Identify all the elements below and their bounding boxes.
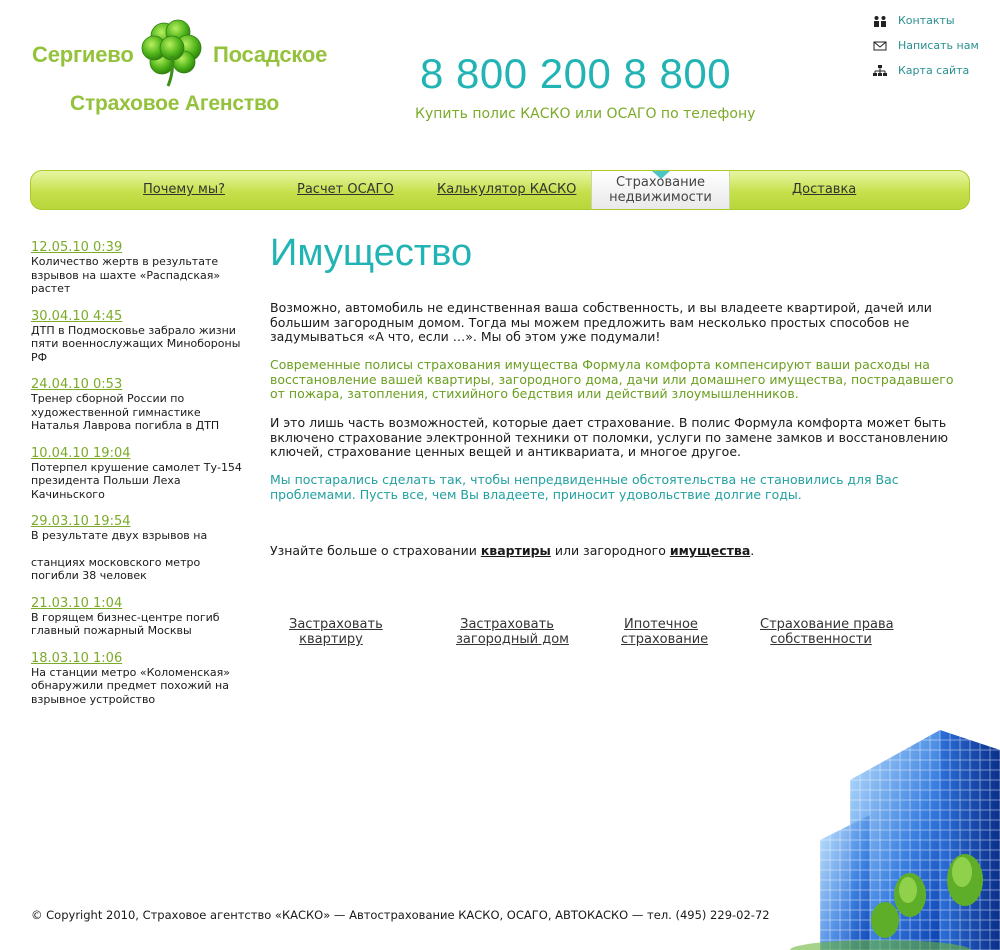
insure-country-house-link[interactable] [456, 617, 569, 647]
news-item [31, 240, 251, 296]
link-line2: загородный дом [456, 632, 569, 647]
news-date-link[interactable]: 21.03.10 1:04 [31, 595, 123, 611]
logo-word-sergievo: Сергиево [32, 42, 134, 67]
news-text: Тренер сборной России по художественной гимнастике Наталья Лаврова погибла в ДТП [31, 392, 220, 432]
news-text: На станции метро «Коломенская» обнаружили предмет похожий на взрывное устройство [31, 665, 230, 706]
clover-icon [138, 16, 210, 88]
contacts-link[interactable] [873, 8, 979, 33]
news-text: Количество жертв в результате взрывов на шахте «Распадская» растет [31, 255, 221, 295]
news-date-link[interactable]: 12.05.10 0:39 [31, 240, 123, 255]
intro-paragraph: Возможно, автомобиль не единственная ваша собственность, и вы владеете квартирой, дачей или большим загородным домом. Тогда мы можем предложить вам несколько простых способов не задумываться «А что, если …». Мы об этом уже подумали! [270, 300, 932, 344]
logo-word-posadskoe: Посадское [213, 42, 328, 67]
sitemap-link[interactable] [873, 58, 979, 83]
phone-subtitle: Купить полис КАСКО или ОСАГО по телефону [415, 106, 756, 122]
sitemap-label: Карта сайта [898, 64, 970, 77]
news-list [31, 240, 251, 719]
news-text: Потерпел крушение самолет Ту-154 президента Польши Леха Качиньского [31, 460, 242, 501]
learn-more-text-c: . [750, 543, 755, 558]
apartment-link[interactable]: квартиры [480, 543, 551, 558]
nav-active-line2: недвижимости [609, 190, 712, 205]
write-us-link[interactable] [873, 33, 979, 58]
news-date-link[interactable]: 18.03.10 1:06 [31, 650, 123, 666]
main-navigation [30, 170, 970, 210]
nav-property-insurance-active[interactable] [591, 171, 730, 209]
news-text: ДТП в Подмосковье забрало жизни пяти военнослужащих Минобороны РФ [31, 323, 241, 364]
news-item [31, 309, 251, 365]
link-line1: Ипотечное [624, 617, 698, 632]
mortgage-insurance-link[interactable] [621, 617, 709, 647]
page-title: Имущество [270, 232, 473, 274]
building-illustration [790, 720, 1000, 950]
news-date-link[interactable]: 29.03.10 19:54 [31, 514, 131, 529]
link-line2: собственности [770, 632, 872, 647]
options-paragraph: И это лишь часть возможностей, которые дает страхование. В полис Формула комфорта может быть включено страхование электронной техники от поломки, услуги по замене замков и восстановлению ключей, страхование ценных вещей и антиквариата, и многое другое. [270, 415, 948, 459]
nav-why-us[interactable]: Почему мы? [143, 182, 226, 197]
learn-more-text-a: Узнайте больше о страховании [270, 543, 481, 558]
top-links [873, 8, 979, 83]
news-text-part-a: В результате двух взрывов на [31, 529, 208, 542]
nav-kasko-calculator[interactable]: Калькулятор КАСКО [437, 182, 577, 197]
news-item [31, 446, 251, 502]
closing-paragraph: Мы постарались сделать так, чтобы непредвиденные обстоятельства не становились для Вас проблемами. Пусть все, чем Вы владеете, приносит удовольствие долгие годы. [270, 472, 899, 502]
policy-paragraph: Современные полисы страхования имущества Формула комфорта компенсируют ваши расходы на восстановление вашей квартиры, загородного дома, дачи или домашнего имущества, пострадавшего от пожара, затопления, стихийного бедствия или действий злоумышленников. [270, 357, 954, 401]
link-line1: Страхование права [760, 617, 894, 632]
news-item [31, 377, 251, 433]
site-logo[interactable] [30, 14, 340, 124]
phone-number: 8 800 200 8 800 [420, 50, 732, 97]
news-date-link[interactable]: 30.04.10 4:45 [31, 308, 123, 324]
contacts-icon [873, 15, 887, 27]
news-text: В горящем бизнес-центре погиб главный пожарный Москвы [31, 610, 220, 637]
sitemap-icon [873, 65, 887, 77]
news-item [31, 651, 251, 707]
active-marker-icon [652, 171, 670, 179]
learn-more-text-b: или загородного [550, 543, 670, 558]
nav-active-line1: Страхование [615, 175, 706, 190]
learn-more-line [270, 544, 970, 559]
news-text-part-b: станциях московского метро погибли 38 человек [31, 555, 201, 582]
main-content [270, 232, 970, 647]
mail-icon [873, 40, 887, 52]
news-item [31, 514, 251, 583]
property-link[interactable]: имущества [669, 543, 751, 558]
nav-osago-calc[interactable]: Расчет ОСАГО [297, 182, 394, 197]
insure-apartment-link[interactable] [289, 617, 383, 647]
link-line1: Застраховать [460, 617, 554, 632]
contacts-label: Контакты [898, 14, 955, 27]
nav-delivery[interactable]: Доставка [792, 182, 857, 197]
footer-copyright: © Copyright 2010, Страховое агентство «КАСКО» — Автострахование КАСКО, ОСАГО, АВТОКАСКО — тел. (495) 229-02-72 [31, 908, 770, 922]
news-date-link[interactable]: 10.04.10 19:04 [31, 445, 131, 461]
news-item [31, 596, 251, 638]
link-line2: квартиру [299, 632, 363, 647]
link-line2: страхование [621, 632, 709, 647]
logo-subtitle: Страховое Агенство [70, 92, 280, 115]
news-date-link[interactable]: 24.04.10 0:53 [31, 377, 123, 392]
write-us-label: Написать нам [898, 39, 979, 52]
link-line1: Застраховать [289, 617, 383, 632]
ownership-insurance-link[interactable] [760, 617, 894, 647]
